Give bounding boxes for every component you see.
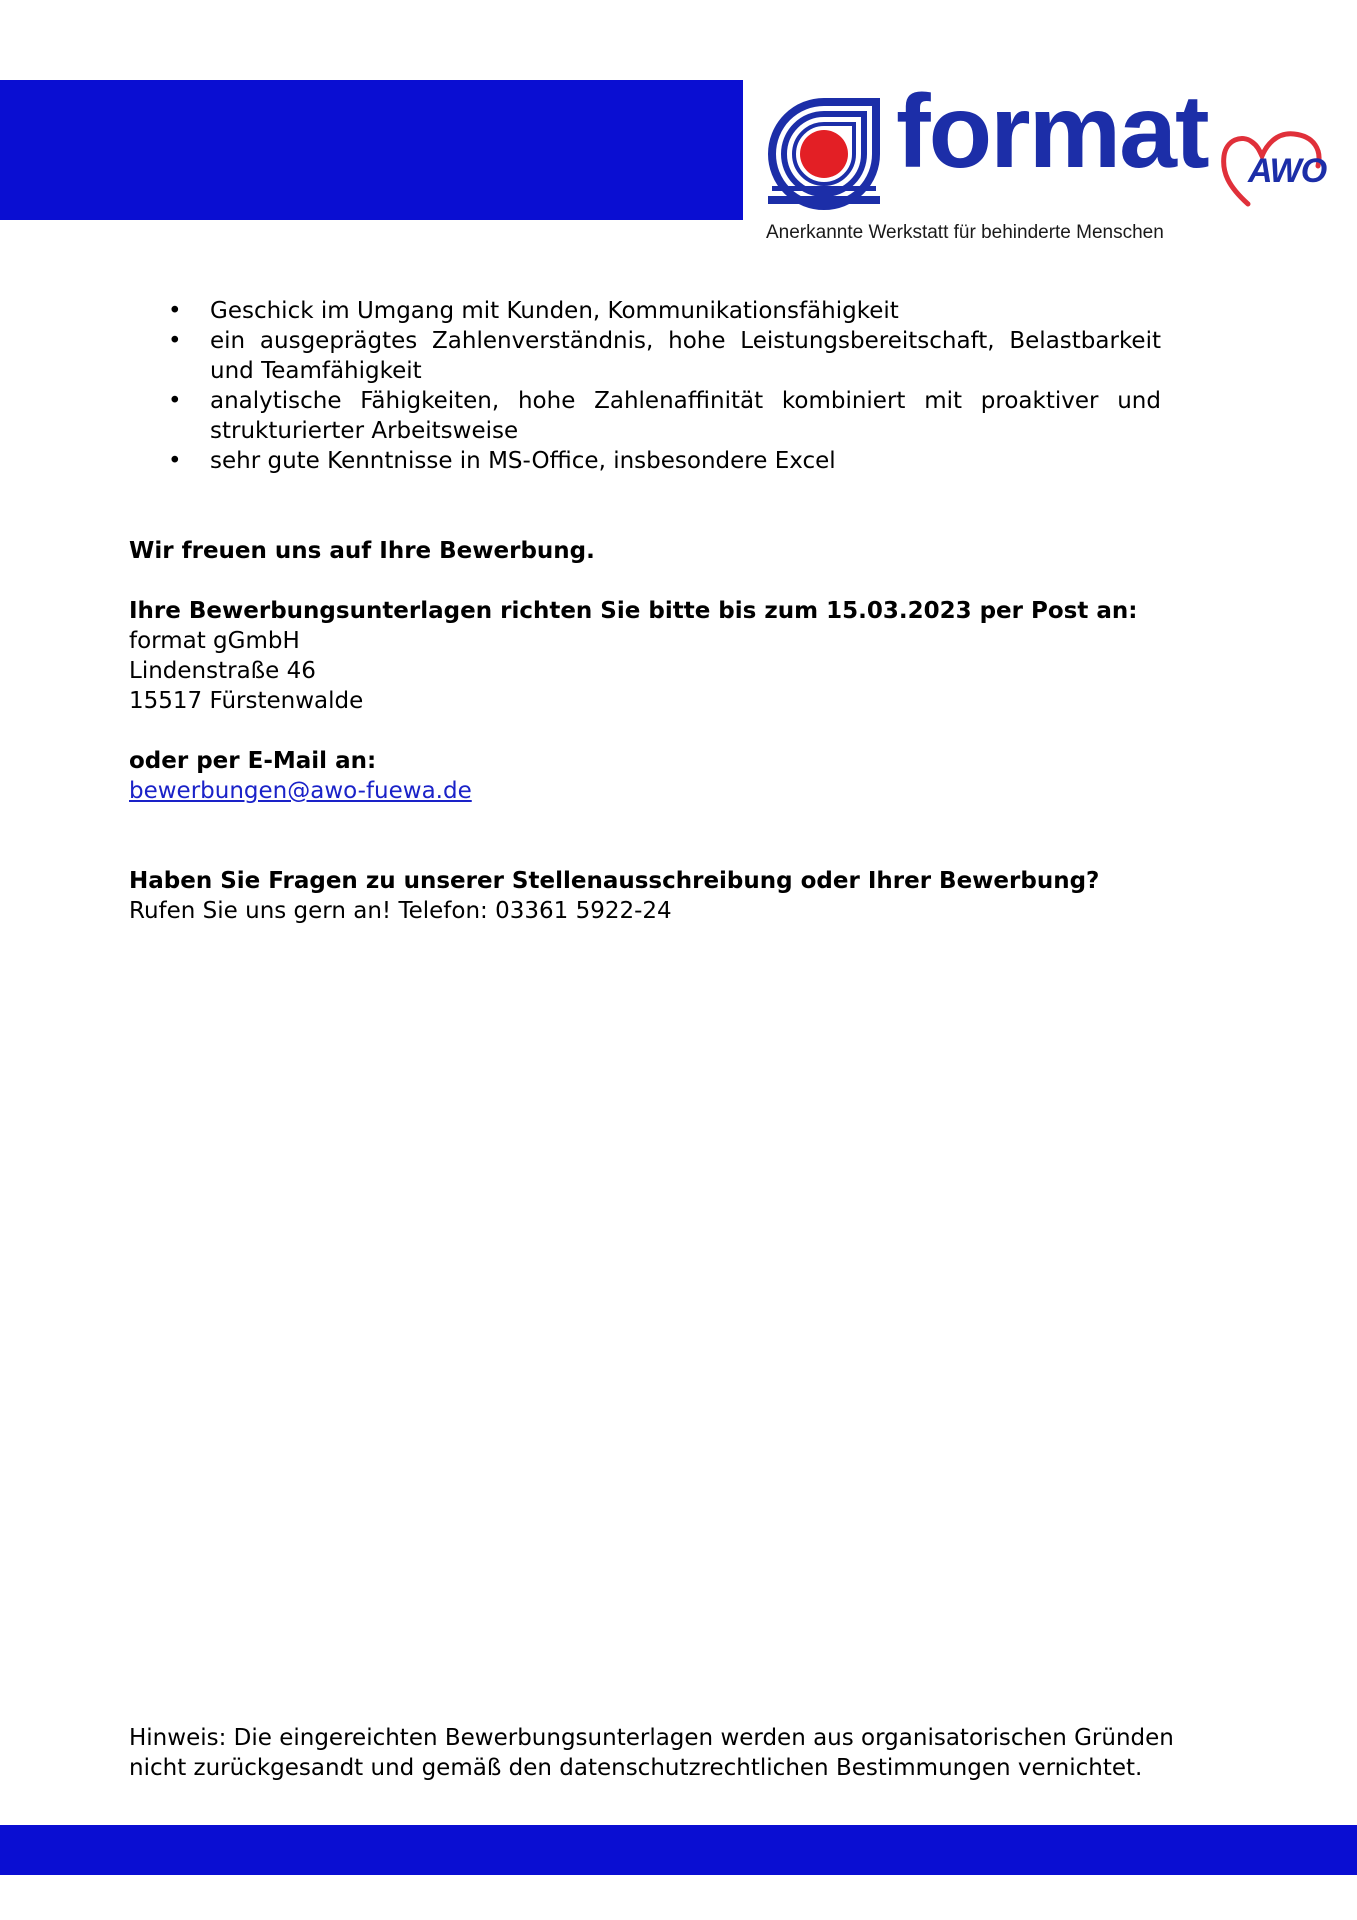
- list-item: • ein ausgeprägtes Zahlenverständnis, hohe Leistungsbereitschaft, Belastbarkeit und Teamfähigkeit: [129, 326, 1161, 386]
- header-blue-bar: [0, 80, 743, 220]
- privacy-note: [129, 1723, 1229, 1783]
- tagline: Anerkannte Werkstatt für behinderte Menschen: [766, 222, 1164, 243]
- questions-text: Rufen Sie uns gern an! Telefon: 03361 5922-24: [129, 898, 672, 924]
- list-item: • analytische Fähigkeiten, hohe Zahlenaffinität kombiniert mit proaktiver und strukturierter Arbeitsweise: [129, 386, 1161, 446]
- list-item: • Geschick im Umgang mit Kunden, Kommunikationsfähigkeit: [129, 296, 1161, 326]
- closing-statement: Wir freuen uns auf Ihre Bewerbung.: [129, 538, 595, 564]
- city-address: 15517 Fürstenwalde: [129, 688, 364, 714]
- format-logo-word: format: [896, 74, 1208, 190]
- questions-heading: Haben Sie Fragen zu unserer Stellenausschreibung oder Ihrer Bewerbung?: [129, 868, 1100, 894]
- email-link[interactable]: bewerbungen@awo-fuewa.de: [129, 778, 472, 804]
- privacy-note-line: Hinweis: Die eingereichten Bewerbungsunterlagen werden aus organisatorischen Gründen: [129, 1725, 1174, 1751]
- email-heading: oder per E-Mail an:: [129, 748, 377, 774]
- awo-logo-text: AWO: [1248, 152, 1327, 190]
- requirements-list: [129, 296, 1161, 476]
- format-logo-mark-icon: [764, 96, 884, 212]
- document-body: [129, 296, 1161, 926]
- privacy-note-line: nicht zurückgesandt und gemäß den datenschutzrechtlichen Bestimmungen vernichtet.: [129, 1755, 1143, 1781]
- footer-blue-bar: [0, 1825, 1357, 1875]
- application-heading: Ihre Bewerbungsunterlagen richten Sie bitte bis zum 15.03.2023 per Post an:: [129, 598, 1138, 624]
- street-address: Lindenstraße 46: [129, 658, 316, 684]
- list-item: • sehr gute Kenntnisse in MS-Office, insbesondere Excel: [129, 446, 1161, 476]
- company-name: format gGmbH: [129, 628, 300, 654]
